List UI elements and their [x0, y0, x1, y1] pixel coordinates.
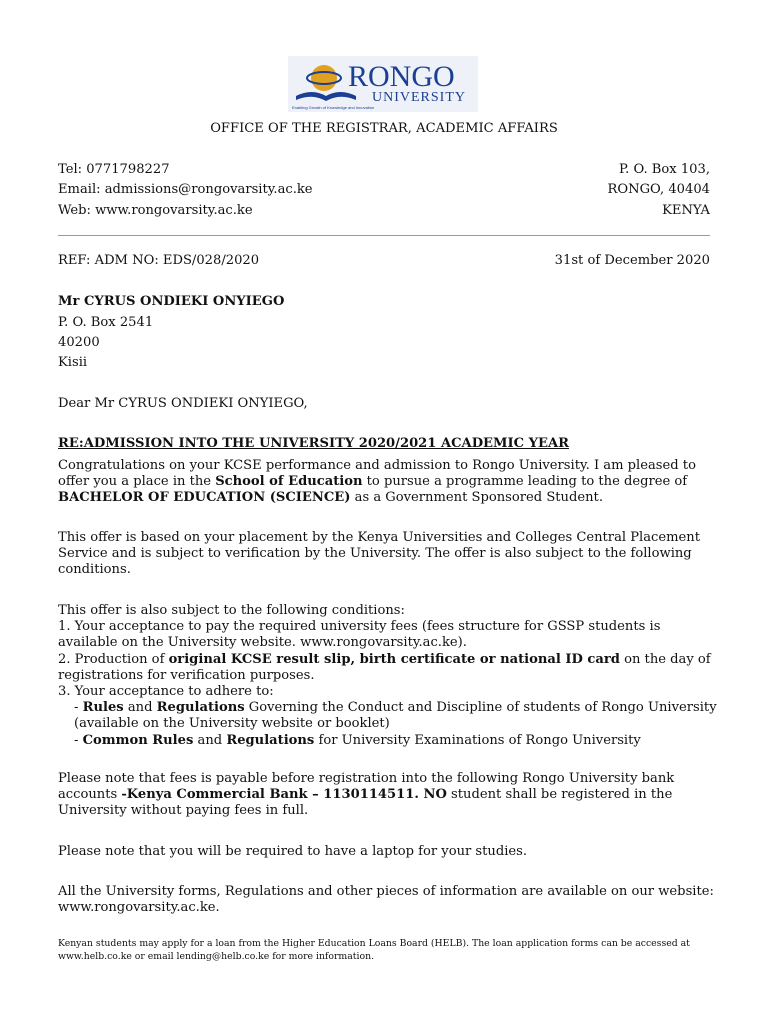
footnote-helb: Kenyan students may apply for a loan from the Higher Education Loans Board (HELB). The loan application forms can be accessed at www.helb.co.ke or email lending@helb.co.ke for more information. — [58, 938, 690, 962]
contact-row-2 — [58, 182, 710, 198]
condition-1: 1. Your acceptance to pay the required university fees (fees structure for GSSP students is available on the University website. www.rongovarsity.ac.ke). — [58, 619, 661, 651]
paragraph-forms: All the University forms, Regulations and other pieces of information are available on our website: www.rongovarsity.ac.ke. — [58, 884, 714, 916]
recipient-code: 40200 — [58, 335, 100, 350]
ref-row — [58, 253, 710, 269]
paragraph-fees: Please note that fees is payable before registration into the following Rongo University bank accounts -Kenya Commercial Bank – 1130114511. NO student shall be registered in the University without paying fees in full. — [58, 771, 675, 819]
town: RONGO, 40404 — [607, 182, 710, 197]
po-box: P. O. Box 103, — [619, 162, 710, 177]
recipient-name: Mr CYRUS ONDIEKI ONYIEGO — [58, 294, 285, 309]
subject-line: RE:ADMISSION INTO THE UNIVERSITY 2020/2021 ACADEMIC YEAR — [58, 436, 569, 451]
contact-row-1 — [58, 162, 710, 178]
salutation: Dear Mr CYRUS ONDIEKI ONYIEGO, — [58, 396, 308, 411]
letter-date: 31st of December 2020 — [554, 253, 710, 268]
tel: Tel: 0771798227 — [58, 162, 170, 177]
contact-row-3 — [58, 203, 710, 219]
conditions-list — [58, 603, 718, 749]
logo-name: RONGO — [348, 60, 455, 93]
logo-sub: UNIVERSITY — [372, 90, 466, 105]
email: Email: admissions@rongovarsity.ac.ke — [58, 182, 313, 197]
divider — [58, 235, 710, 236]
recipient-town: Kisii — [58, 355, 88, 370]
paragraph-placement: This offer is based on your placement by the Kenya Universities and Colleges Central Placement Service and is subject to verification by the University. The offer is also subject to the following conditions. — [58, 530, 700, 578]
office-title: OFFICE OF THE REGISTRAR, ACADEMIC AFFAIRS — [210, 121, 558, 136]
paragraph-congratulations: Congratulations on your KCSE performance and admission to Rongo University. I am pleased to offer you a place in the School of Education to pursue a programme leading to the degree of BACHELOR OF EDUCATION (SCIENCE) as a Government Sponsored Student. — [58, 458, 696, 506]
condition-2: 2. Production of original KCSE result slip, birth certificate or national ID card on the day of registrations for verification purposes. — [58, 651, 711, 683]
conditions-intro: This offer is also subject to the following conditions: — [58, 603, 405, 618]
paragraph-laptop: Please note that you will be required to have a laptop for your studies. — [58, 844, 528, 859]
ref-number: REF: ADM NO: EDS/028/2020 — [58, 253, 260, 268]
condition-3: 3. Your acceptance to adhere to: — [58, 684, 274, 700]
website: Web: www.rongovarsity.ac.ke — [58, 203, 253, 218]
rule-item-2: - Common Rules and Regulations for University Examinations of Rongo University — [74, 732, 641, 748]
logo-motto: Enabling Growth of Knowledge and Innovation — [292, 105, 375, 110]
country: KENYA — [662, 203, 710, 218]
university-logo — [288, 56, 478, 112]
globe-icon — [311, 65, 337, 91]
recipient-box: P. O. Box 2541 — [58, 315, 154, 330]
rule-item-1: - Rules and Regulations Governing the Conduct and Discipline of students of Rongo University (available on the University website or booklet) — [74, 700, 717, 732]
